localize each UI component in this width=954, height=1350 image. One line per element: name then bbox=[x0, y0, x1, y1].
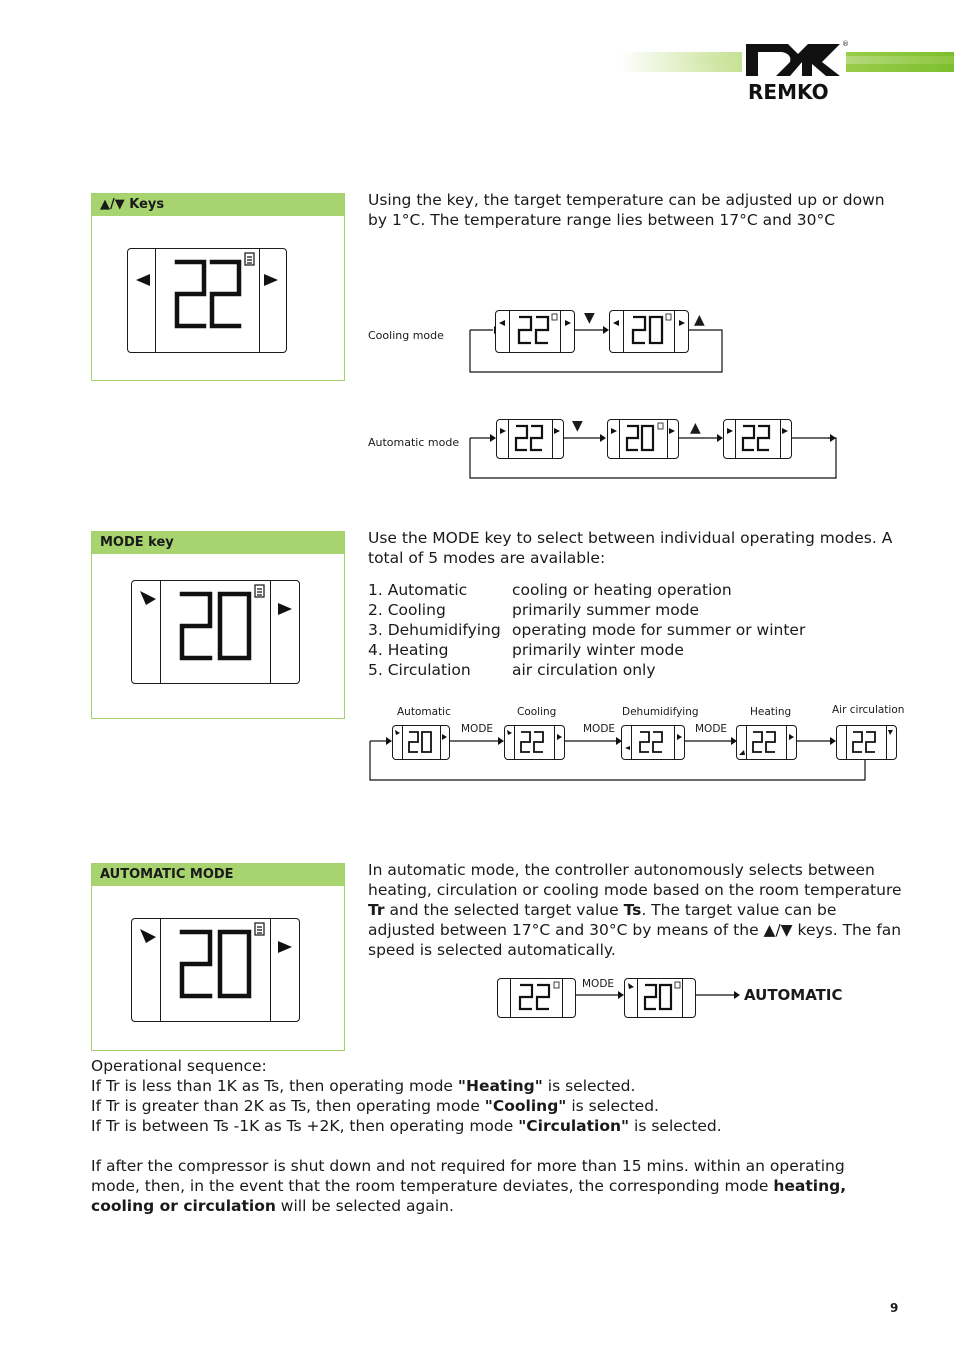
lcd-chain-air-circulation bbox=[836, 725, 897, 760]
list-item: 1. Automatic cooling or heating operation bbox=[368, 581, 732, 599]
keys-panel-title: ▲/▼ Keys bbox=[92, 194, 344, 216]
mode-panel-title: MODE key bbox=[92, 532, 344, 554]
up-arrow-icon-auto: ▲ bbox=[690, 420, 701, 436]
chain-label-automatic: Automatic bbox=[397, 706, 451, 718]
lcd-auto-1 bbox=[496, 419, 564, 459]
operational-line-3: If Tr is between Ts -1K as Ts +2K, then operating mode "Circulation" is selected. bbox=[91, 1117, 722, 1135]
lcd-auto-flow-1 bbox=[497, 978, 576, 1018]
lcd-chain-heating bbox=[736, 725, 797, 760]
lcd-digits-automatic bbox=[132, 919, 299, 1021]
list-item: 5. Circulation air circulation only bbox=[368, 661, 656, 679]
operational-line-2: If Tr is greater than 2K as Ts, then operating mode "Cooling" is selected. bbox=[91, 1097, 659, 1115]
page-number: 9 bbox=[890, 1301, 899, 1315]
chain-mode-word-2: MODE bbox=[583, 723, 616, 735]
operational-heading: Operational sequence: bbox=[91, 1057, 267, 1075]
lcd-digits-mode bbox=[132, 581, 299, 683]
list-item: 4. Heating primarily winter mode bbox=[368, 641, 684, 659]
automatic-description: In automatic mode, the controller autonomously selects between heating, circulation or cooling mode based on the room temperature Tr and the selected target value Ts. The target value can be adjusted between 17°C and 30°C by means of the ▲/▼ keys. The fan speed is selected automatically. bbox=[368, 861, 902, 959]
lcd-chain-dehumidifying bbox=[621, 725, 685, 760]
lcd-cooling-2 bbox=[609, 310, 689, 353]
chain-mode-word-1: MODE bbox=[461, 723, 494, 735]
ts-symbol: Ts bbox=[623, 901, 642, 919]
list-item: 3. Dehumidifying operating mode for summer or winter bbox=[368, 621, 806, 639]
lcd-auto-flow-2 bbox=[624, 978, 696, 1018]
chain-label-air-circulation: Air circulation bbox=[832, 704, 905, 716]
lcd-auto-2 bbox=[607, 419, 679, 459]
up-arrow-icon: ▲ bbox=[694, 312, 705, 328]
registered-mark: ® bbox=[842, 40, 849, 48]
tr-symbol: Tr bbox=[368, 901, 385, 919]
lcd-chain-cooling bbox=[504, 725, 565, 760]
lcd-cooling-1 bbox=[495, 310, 575, 353]
modes-list bbox=[368, 580, 805, 680]
automatic-result-label: AUTOMATIC bbox=[744, 986, 843, 1004]
lcd-display-keys bbox=[127, 248, 287, 353]
chain-label-dehumidifying: Dehumidifying bbox=[622, 706, 699, 718]
lcd-auto-3 bbox=[723, 419, 792, 459]
automatic-panel-title: AUTOMATIC MODE bbox=[92, 864, 344, 886]
operational-sequence bbox=[91, 1056, 911, 1216]
chain-mode-word-3: MODE bbox=[695, 723, 728, 735]
down-arrow-icon-auto: ▼ bbox=[572, 418, 583, 434]
chain-label-cooling: Cooling bbox=[517, 706, 557, 718]
down-arrow-icon: ▼ bbox=[584, 310, 595, 326]
lcd-display-automatic bbox=[131, 918, 300, 1022]
keys-description: Using the key, the target temperature can be adjusted up or down by 1°C. The temperature range lies between 17°C and 30°C bbox=[368, 191, 885, 229]
auto-flow-mode-word: MODE bbox=[582, 978, 615, 990]
lcd-digits bbox=[128, 249, 286, 352]
cooling-mode-label: Cooling mode bbox=[368, 329, 444, 342]
chain-label-heating: Heating bbox=[750, 706, 792, 718]
automatic-mode-label: Automatic mode bbox=[368, 436, 460, 449]
operational-line-1: If Tr is less than 1K as Ts, then operating mode "Heating" is selected. bbox=[91, 1077, 636, 1095]
lcd-chain-automatic bbox=[392, 725, 450, 760]
mode-intro: Use the MODE key to select between individual operating modes. A total of 5 modes are available: bbox=[368, 529, 893, 567]
lcd-display-mode bbox=[131, 580, 300, 684]
list-item: 2. Cooling primarily summer mode bbox=[368, 601, 700, 619]
operational-paragraph: If after the compressor is shut down and not required for more than 15 mins. within an operating mode, then, in the event that the room temperature deviates, the corresponding mode heating, cooling or circulation will be selected again. bbox=[91, 1157, 847, 1215]
brand-name: REMKO bbox=[748, 80, 829, 104]
